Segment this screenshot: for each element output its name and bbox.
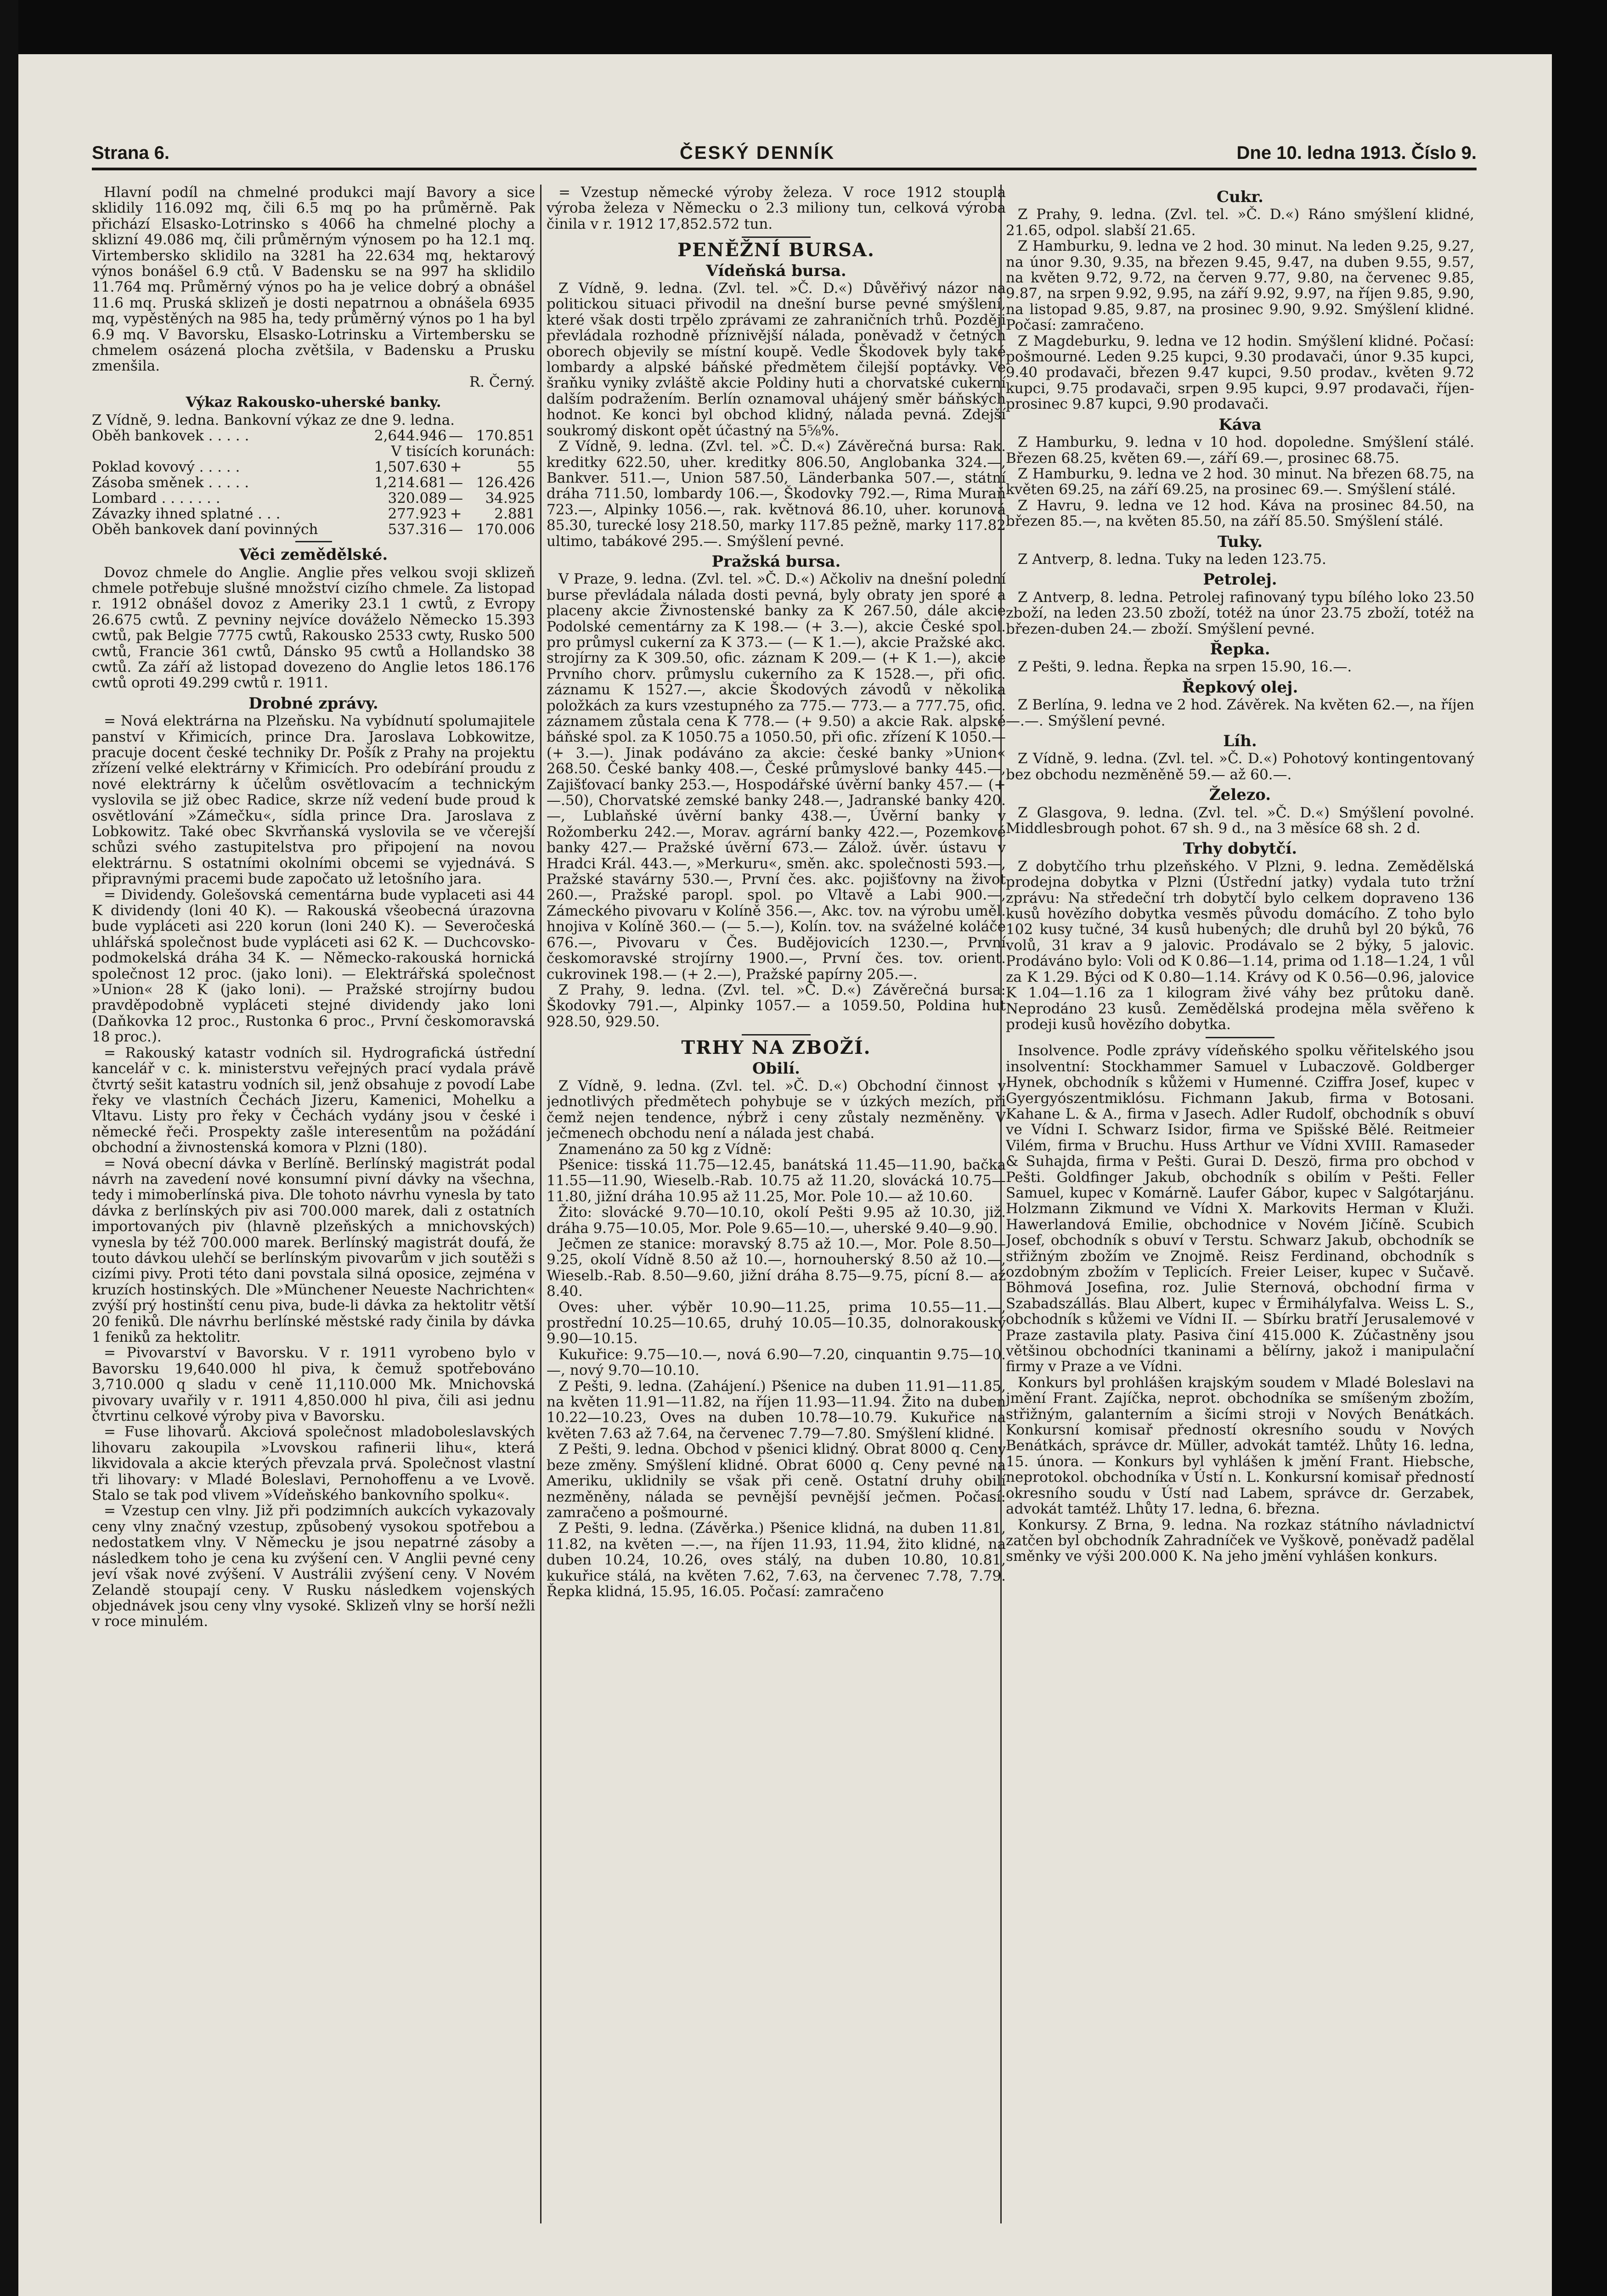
page-header bbox=[92, 140, 1477, 170]
table-row bbox=[92, 428, 535, 444]
article-paragraph: Insolvence. Podle zprávy vídeňského spolku věřitelského jsou insolventní: Stockhammer Samuel v Lubaczově. Goldberger Hynek, obchodník s kůžemi v Humenné. Cziffra Josef, kupec v Gyergyószentmiklósu. Fichmann Jakub, firma v Botosani. Kahane L. & A., firma v Jasech. Adler Rudolf, obchodník s obuví ve Vídni I. Schwarz Isidor, firma ve Spišské Bělé. Reitmeier Vilém, firma v Bruchu. Huss Arthur ve Vídni XVIII. Ramaseder & Suhajda, firma v Pešti. Gurai D. Deszö, firma pro obchod v Pešti. Goldfinger Jakub, obchodník s obilím v Pešti. Feller Samuel, kupec v Komárně. Laufer Gábor, kupec v Salgótarjánu. Holzmann Zikmund ve Vídni X. Markovits Herman v Kluži. Hawerlandová Emilie, obchodnice v Novém Jičíně. Scubich Josef, obchodník s obuví v Terstu. Schwarz Jakub, obchodník se střižným zbožím ve Znojmě. Reisz Ferdinand, obchodník s ozdobným zbožím v Teplicích. Freier Leiser, kupec v Sučavě. Böhmová Josefina, roz. Julie Sternová, obchodní firma v Szabadszállás. Blau Albert, kupec v Érmihályfalva. Weiss L. S., obchodník s kůžemi ve Vídni II. — Sbírku bratří Jerusalemové v Praze zastavila platy. Pasiva činí 415.000 K. Zúčastněny jsou většinou obchodníci tkaninami a bělírny, jakož i manipulační firmy v Praze a ve Vídni. bbox=[1006, 1042, 1474, 1375]
article-paragraph: Z Magdeburku, 9. ledna ve 12 hodin. Smýšlení klidné. Počasí: pošmourné. Leden 9.25 kupci, 9.30 prodavači, únor 9.35 kupci, 9.40 prodavači, březen 9.47 kupci, 9.50 prodav., květen 9.72 kupci, 9.75 prodavači, srpen 9.95 kupci, 9.97 prodavači, říjen-prosinec 9.87 kupci, 9.90 prodavači. bbox=[1006, 332, 1474, 413]
article-paragraph: = Rakouský katastr vodních sil. Hydrografická ústřední kancelář v c. k. ministerstvu veřejných prací vydala právě čtvrtý sešit katastru vodních sil, jenž obsahuje z povodí Labe řeky ve vlastních Čechách Jizeru, Kamenici, Mohelku a Vltavu. Listy pro řeky v Čechách vydány jsou v české i německé řeči. Prospekty zašle interesentům na požádání obchodní a živnostenská komora v Plzni (180). bbox=[92, 1044, 535, 1156]
article-paragraph: V Praze, 9. ledna. (Zvl. tel. »Č. D.«) Ačkoliv na dnešní polední burse převládala nálada dosti pevná, byly obraty jen sporé a placeny akcie Živnostenské banky za K 267.50, dále akcie Podolské cementárny za K 198.— (+ 3.—), akcie České spol. pro průmysl cukerní za K 373.— (— K 1.—), akcie Pražské akc. strojírny za K 309.50, ofic. záznam K 209.— (+ K 1.—), akcie Prvního chorv. průmyslu cukerního za K 1528.—, při ofic. záznamu K 1527.—, akcie Škodových závodů v několika položkách za kurs vzestupného za 775.— 773.— a 777.75, ofic. záznamem zůstala cena K 778.— (+ 9.50) a akcie Rak. alpské báňské spol. za K 1050.75 a 1050.50, při ofic. zřízení K 1050.— (+ 3.—). Jinak podáváno za akcie: české banky »Union« 268.50. České banky 408.—, České průmyslové banky 445.—, Zajišťovací banky 253.—, Hospodářské úvěrní banky 457.— (+ —.50), Chorvatské zemské banky 248.—, Jadranské banky 420.—, Lublaňské úvěrní banky 438.—, Úvěrní banky v Rožomberku 242.—, Morav. agrární banky 422.—, Pozemkové banky 427.— Pražské úvěrní 673.— Zálož. úvěr. ústavu v Hradci Král. 443.—, »Merkuru«, směn. akc. společnosti 593.—, Pražské stavárny 530.—, První čes. akc. pojišťovny na život 260.—, Pražské paropl. spol. po Vltavě a Labi 900.—, Zámeckého pivovaru v Kolíně 356.—, Akc. tov. na výrobu uměl. hnojiva v Kolíně 360.— (— 5.—), Kolín. tov. na sváželné koláče 676.—, Pivovaru v Čes. Budějovicích 1230.—, První českomoravské strojírny 1900.—, První čes. tov. orient. cukrovinek 198.— (+ 2.—), Pražské papírny 205.—. bbox=[547, 571, 1006, 983]
table-cell: 1,507.630 bbox=[374, 459, 447, 476]
table-cell: 34.925 bbox=[485, 490, 535, 507]
subsection-heading: Vídeňská bursa. bbox=[706, 261, 846, 280]
article-paragraph: Oves: uher. výběr 10.90—11.25, prima 10.55—11.—, prostřední 10.25—10.65, druhý 10.05—10.35, dolnorakouský 9.90—10.15. bbox=[547, 1299, 1006, 1347]
table-cell: + bbox=[450, 506, 462, 523]
article-paragraph: Z dobytčího trhu plzeňského. V Plzni, 9. ledna. Zemědělská prodejna dobytka v Plzni (Ústřední jatky) vydala tuto tržní zprávu: Na středeční trh dobytčí bylo celkem dopraveno 136 kusů hovězího dobytka vesměs původu domácího. Z toho bylo 102 kusy tučné, 34 kusů hubených; dle druhů byl 20 býků, 76 volů, 31 krav a 9 jalovic. Prodávalo se 2 býky, 5 jalovic. Prodáváno bylo: Voli od K 0.86—1.14, prima od 1.18—1.24, 1 vůl za K 1.29. Býci od K 0.80—1.14. Krávy od K 0.56—0.96, jalovice K 1.04—1.16 za 1 kilogram živé váhy bez průtoku daně. Neprodáno 23 kusů. Zemědělská prodejna měla svěřeno k prodeji kusů hovězího dobytka. bbox=[1006, 858, 1474, 1033]
subsection-heading: Řepka. bbox=[1210, 640, 1270, 658]
table-row bbox=[92, 490, 535, 506]
article-paragraph: Z Hamburku, 9. ledna v 10 hod. dopoledne. Smýšlení stálé. Březen 68.25, květen 69.—, září 69.—, prosinec 68.75. bbox=[1006, 434, 1474, 467]
divider bbox=[1206, 1037, 1274, 1038]
divider bbox=[295, 541, 332, 542]
table-cell: Oběh bankovek daní povinných bbox=[92, 521, 318, 538]
table-row bbox=[92, 506, 535, 522]
article-paragraph: Dovoz chmele do Anglie. Anglie přes velkou svoji sklizeň chmele potřebuje slušné množství cizího chmele. Za listopad r. 1912 obnášel dovoz z Ameriky 23.1 1 cwtů, z Evropy 26.675 cwtů. Z pevniny nejvíce dováželo Německo 15.393 cwtů, pak Belgie 7775 cwtů, Rakousko 2533 cwty, Rusko 500 cwtů, Francie 361 cwtů, Dánsko 95 cwtů a Hollandsko 38 cwtů. Za září až listopad dovezeno do Anglie letos 186.176 cwtů oproti 49.299 cwtů r. 1911. bbox=[92, 564, 535, 692]
column-divider bbox=[540, 185, 541, 2223]
table-cell: — bbox=[449, 474, 463, 491]
article-paragraph: Ječmen ze stanice: moravský 8.75 až 10.—, Mor. Pole 8.50—9.25, okolí Vídně 8.50 až 10.—, hornouherský 8.50 až 10.—, Wieselb.-Rab. 8.50—9.60, jižní dráha 8.75—9.75, pícní 8.— až 8.40. bbox=[547, 1236, 1006, 1300]
article-paragraph: Hlavní podíl na chmelné produkci mají Bavory a sice sklidily 116.092 mq, čili 6.5 mq po ha průměrně. Pak přichází Elsasko-Lotrinsko s 4066 ha chmelné plochy a sklizní 49.086 mq, čili průměrným výnosem po ha 12.1 mq. Virtembersko sklidilo na 3281 ha 22.634 mq, hektarový výnos bonášel 6.9 ctů. V Badensku se na 997 ha sklidilo 11.764 mq. Průměrný výnos po ha je velice dobrý a obnášel 11.6 mq. Pruská sklizeň je dosti nepatrnou a obnášela 6935 mq, vypěstěných na 985 ha, tedy průměrný výnos po 1 ha byl 6.9 mq. V Bavorsku, Elsasko-Lotrinsku a Virtembersku se chmelem osázená plocha zvětšila, v Badensku a Prusku zmenšila. bbox=[92, 185, 535, 375]
table-cell: — bbox=[449, 521, 463, 538]
article-paragraph: Z Havru, 9. ledna ve 12 hod. Káva na prosinec 84.50, na březen 85.—, na květen 85.50, na září 85.50. Smýšlení stálé. bbox=[1006, 497, 1474, 530]
scan-border-right bbox=[1552, 0, 1607, 2296]
subsection-heading: Cukr. bbox=[1217, 188, 1263, 206]
table-cell: Zásoba směnek . . . . . bbox=[92, 474, 249, 491]
section-heading: Drobné zprávy. bbox=[248, 694, 378, 713]
section-heading: Výkaz Rakousko-uherské banky. bbox=[186, 394, 441, 411]
subsection-heading: Obilí. bbox=[752, 1059, 800, 1078]
article-paragraph: = Fuse lihovarů. Akciová společnost mladoboleslavských lihovaru zakoupila »Lvovskou rafinerii lihu«, která likvidovala a akcie kterých převzala prvá. Společnost vlastní tři lihovary: v Mladé Boleslavi, Pernohoffenu a ve Lvově. Stalo se tak pod vlivem »Vídeňského bankovního spolku«. bbox=[92, 1424, 535, 1504]
article-paragraph: Žito: slovácké 9.70—10.10, okolí Pešti 9.95 až 10.30, již. dráha 9.75—10.05, Mor. Pole 9.65—10.—, uherské 9.40—9.90. bbox=[547, 1204, 1006, 1237]
subsection-heading: Líh. bbox=[1223, 732, 1257, 750]
article-paragraph: Z Vídně, 9. ledna. (Zvl. tel. »Č. D.«) Obchodní činnost v jednotlivých předmětech pohybuje se v úzkých mezích, při čemž nejen tendence, nýbrž i ceny zůstaly nezměněny. V ječmenech obchodu není a nálada jest chabá. bbox=[547, 1077, 1006, 1142]
table-cell: Závazky ihned splatné . . . bbox=[92, 506, 281, 523]
article-paragraph: Konkurs byl prohlášen krajským soudem v Mladé Boleslavi na jmění Frant. Zajíčka, neprot. obchodníka se smíšeným zbožím, střižným, galanterním a šicími stroji v Nových Benátkách. Konkursní komisař předností okresního soudu v Nových Benátkách, správce dr. Müller, advokát tamtéž. Lhůty 16. ledna, 15. února. — Konkurs byl vyhlášen k jmění Frant. Hiebsche, neprotokol. obchodníka v Ústí n. L. Konkursní komisař předností okresního soudu v Ústí nad Labem, správce dr. Gerzabek, advokát tamtéž. Lhůty 17. ledna, 6. března. bbox=[1006, 1374, 1474, 1518]
issue-date: Dne 10. ledna 1913. Číslo 9. bbox=[1236, 143, 1477, 163]
bank-report-table bbox=[92, 428, 535, 537]
article-paragraph: Z Berlína, 9. ledna ve 2 hod. Závěrek. Na květen 62.—, na říjen —.—. Smýšlení pevné. bbox=[1006, 697, 1474, 729]
newspaper-title: ČESKÝ DENNÍK bbox=[680, 143, 835, 163]
article-paragraph: Z Vídně, 9. ledna. (Zvl. tel. »Č. D.«) Závěrečná bursa: Rak. kreditky 622.50, uher. kreditky 806.50, Anglobanka 324.—, Bankver. 511.—, Union 587.50, Länderbanka 507.—, státní dráha 711.50, lombardy 106.—, Škodovky 792.—, Rima Muraň 723.—, Alpinky 1056.—, rak. květnová 86.10, uher. korunová 85.30, turecké losy 218.50, marky 117.85 pežně, marky 117.82 ultimo, tabákové 295.—. Smýšlení pevné. bbox=[547, 438, 1006, 550]
table-cell: 2.881 bbox=[494, 506, 535, 523]
article-paragraph: Z Hamburku, 9. ledna ve 2 hod. 30 minut. Na březen 68.75, na květen 69.25, na září 69.25, na prosinec 69.—. Smýšlení stálé. bbox=[1006, 465, 1474, 498]
subsection-heading: Pražská bursa. bbox=[711, 552, 841, 571]
article-paragraph: Z Glasgova, 9. ledna. (Zvl. tel. »Č. D.«) Smýšlení povolné. Middlesbrough pohot. 67 sh. 9 d., na 3 měsíce 68 sh. 2 d. bbox=[1006, 804, 1474, 837]
column-1 bbox=[92, 185, 535, 2223]
article-paragraph: Z Vídně, 9. ledna. Bankovní výkaz ze dne 9. ledna. bbox=[92, 411, 455, 428]
subsection-heading: Petrolej. bbox=[1203, 570, 1277, 589]
subsection-heading: Řepkový olej. bbox=[1182, 678, 1298, 697]
column-3 bbox=[1006, 185, 1474, 2223]
scan-border-left bbox=[0, 0, 18, 2296]
table-cell: 55 bbox=[517, 459, 535, 476]
table-row bbox=[92, 522, 535, 537]
table-cell: — bbox=[449, 490, 463, 507]
article-paragraph: = Nová elektrárna na Plzeňsku. Na vybídnutí spolumajitele panství v Křimicích, prince Dra. Jaroslava Lobkowitze, pracuje docent české techniky Dr. Pošík z Prahy na projektu zřízení velké elektrárny v Křimicích. Pro odebírání proudu z nové elektrárny k účelům osvětlovacím a technickým vyslovila se již obec Radice, skrze níž vedení bude proud k osvětlování »Zámečku«, sídla prince Dra. Jaroslava z Lobkowitz. Také obec Skvrňanská vyslovila se ve včerejší schůzi svého zastupitelstva pro připojení na novou elektrárnu. S ostatními okolními obcemi se vyjednává. S připravnými pracemi bude započato už letošního jara. bbox=[92, 713, 535, 888]
table-cell: 2,644.946 bbox=[374, 428, 447, 445]
article-paragraph: Z Pešti, 9. ledna. (Závěrka.) Pšenice klidná, na duben 11.81, 11.82, na květen —.—, na říjen 11.93, 11.94, žito klidné, na duben 10.24, 10.26, oves stálý, na duben 10.80, 10.81, kukuřice stálá, na květen 7.62, 7.63, na červenec 7.78, 7.79. Řepka klidná, 15.95, 16.05. Počasí: zamračeno bbox=[547, 1520, 1006, 1600]
table-cell: 170.006 bbox=[476, 521, 535, 538]
article-paragraph: = Dividendy. Golešovská cementárna bude vyplaceti asi 44 K dividendy (loni 40 K). — Rakouská všeobecná úrazovna bude vypláceti asi 220 korun (loni 240 K). — Severočeská uhlářská společnost bude vypláceti asi 62 K. — Duchcovsko-podmokelská dráha 34 K. — Německo-rakouská hornická společnost 12 proc. (jako loni). — Elektrářská společnost »Union« 28 K (jako loni). — Pražské strojírny budou pravděpodobně vypláceti stejné dividendy jako loni (Daňkovka 12 proc., Rustonka 6 proc., První českomoravská 18 proc.). bbox=[92, 886, 535, 1046]
table-cell: 126.426 bbox=[476, 474, 535, 491]
section-heading: PENĚŽNÍ BURSA. bbox=[677, 239, 875, 261]
table-row bbox=[92, 459, 535, 475]
table-cell: 320.089 bbox=[388, 490, 447, 507]
page-number: Strana 6. bbox=[92, 143, 169, 163]
article-paragraph: Z Prahy, 9. ledna. (Zvl. tel. »Č. D.«) Ráno smýšlení klidné, 21.65, odpol. slabší 21.65. bbox=[1006, 206, 1474, 239]
table-cell: + bbox=[450, 459, 462, 476]
table-cell: V tisících korunách: bbox=[391, 443, 535, 460]
table-row bbox=[92, 444, 535, 459]
article-paragraph: = Pivovarství v Bavorsku. V r. 1911 vyrobeno bylo v Bavorsku 19,640.000 hl piva, k čemuž spotřebováno 3,710.000 q sladu v ceně 11,110.000 Mk. Mnichovská pivovary uvařily v r. 1911 4,850.000 hl piva, čili asi jednu čtvrtinu celkové výroby piva v Bavorsku. bbox=[92, 1345, 535, 1425]
table-cell: 277.923 bbox=[388, 506, 447, 523]
divider bbox=[742, 1034, 811, 1035]
article-paragraph: Znamenáno za 50 kg z Vídně: bbox=[558, 1141, 772, 1158]
scan-border-top bbox=[0, 0, 1607, 54]
article-paragraph: Z Vídně, 9. ledna. (Zvl. tel. »Č. D.«) Důvěřivý názor na politickou situaci přivodil na dnešní burse pevné smýšlení, které však dosti trpělo zprávami ze zahraničních trhů. Později převládala rozhodně příznivější nálada, poněvadž v četných oborech objevily se místní koupě. Vedle Škodovek byly také lombardy a alpské báňské předmětem čilejší poptávky. Ve šraňku vyniky zvláště akcie Poldiny huti a chorvatské cukerní dalším podražením. Berlín oznamoval uhájený směr báňských hodnot. Ke konci byl obchod klidný, nálada pevná. Zdejší soukromý diskont opět účastný na 5⅝%. bbox=[547, 280, 1006, 439]
article-paragraph: Z Vídně, 9. ledna. (Zvl. tel. »Č. D.«) Pohotový kontingentovaný bez obchodu nezměněně 59.— až 60.—. bbox=[1006, 750, 1474, 783]
article-paragraph: Pšenice: tisská 11.75—12.45, banátská 11.45—11.90, bačka 11.55—11.90, Wieselb.-Rab. 10.75 až 11.20, slovácká 10.75—11.80, jižní dráha 10.95 až 11.25, Mor. Pole 10.— až 10.60. bbox=[547, 1156, 1006, 1205]
column-2 bbox=[547, 185, 1006, 2223]
table-row bbox=[92, 475, 535, 490]
table-cell: 1,214.681 bbox=[374, 474, 447, 491]
author-signature: R. Černý. bbox=[469, 373, 535, 390]
subsection-heading: Tuky. bbox=[1217, 532, 1263, 551]
article-paragraph: Konkursy. Z Brna, 9. ledna. Na rozkaz státního návladnictví zatčen byl obchodník Zahradníček ve Vyškově, poněvadž padělal směnky ve výši 200.000 K. Na jeho jmění vyhlášen konkurs. bbox=[1006, 1516, 1474, 1565]
subsection-heading: Železo. bbox=[1209, 786, 1271, 805]
article-paragraph: Z Antverp, 8. ledna. Petrolej rafinovaný typu bílého loko 23.50 zboží, na leden 23.50 zboží, totéž na únor 23.75 zboží, totéž na březen-duben 24.— zboží. Smýšlení pevné. bbox=[1006, 589, 1474, 637]
article-paragraph: Z Antverp, 8. ledna. Tuky na leden 123.75. bbox=[1018, 551, 1326, 568]
subsection-heading: Trhy dobytčí. bbox=[1183, 839, 1297, 858]
article-paragraph: = Nová obecní dávka v Berlíně. Berlínský magistrát podal návrh na zavedení nové konsumní pivní dávky na všechna, tedy i mimoberlínská piva. Dle tohoto návrhu vynesla by tato dávka z berlínských piv asi 700.000 marek, dali z ostatních importovaných piv (hlavně plzeňských a mnichovských) vynesla by též 700.000 marek. Berlínský magistrát doufá, že touto dávkou ulehčí se berlínským pivovarům v jich soutěži s cizími pivy. Proti této dani povstala silná oposice, zejména v kruzích hostinských. Dle »Münchener Neueste Nachrichten« zvýší prý hostinští cenu piva, bude-li dávka za hektolitr větší 20 feniků. Dle návrhu berlínské městské rady činila by dávka 1 feniků za hektolitr. bbox=[92, 1155, 535, 1345]
article-paragraph: Z Hamburku, 9. ledna ve 2 hod. 30 minut. Na leden 9.25, 9.27, na únor 9.30, 9.35, na březen 9.45, 9.47, na duben 9.55, 9.57, na květen 9.72, 9.72, na červen 9.77, 9.80, na červenec 9.85, 9.87, na srpen 9.92, 9.95, na září 9.92, 9.97, na říjen 9.85, 9.90, na listopad 9.85, 9.87, na prosinec 9.90, 9.92. Smýšlení klidné. Počasí: zamračeno. bbox=[1006, 238, 1474, 334]
article-paragraph: Z Pešti, 9. ledna. Řepka na srpen 15.90, 16.—. bbox=[1018, 658, 1352, 675]
divider bbox=[742, 236, 811, 238]
table-cell: 537.316 bbox=[388, 521, 447, 538]
table-cell bbox=[92, 444, 361, 459]
table-cell: 170.851 bbox=[476, 428, 535, 445]
section-heading: Věci zemědělské. bbox=[239, 546, 388, 564]
table-cell: Poklad kovový . . . . . bbox=[92, 459, 240, 476]
article-paragraph: Z Pešti, 9. ledna. Obchod v pšenici klidný. Obrat 8000 q. Ceny beze změny. Smýšlení klidné. Obrat 6000 q. Ceny pevné na Ameriku, uklidnily se však při ceně. Ostatní druhy obilí nezměněny, nálada se pevnější pevnější ječmen. Počasí: zamračeno a pošmourné. bbox=[547, 1441, 1006, 1521]
article-paragraph: = Vzestup německé výroby železa. V roce 1912 stoupla výroba železa v Německu o 2.3 miliony tun, celková výroba činila v r. 1912 17,852.572 tun. bbox=[547, 185, 1006, 232]
article-paragraph: Z Prahy, 9. ledna. (Zvl. tel. »Č. D.«) Závěrečná bursa: Škodovky 791.—, Alpinky 1057.— a 1059.50, Poldina hut 928.50, 929.50. bbox=[547, 981, 1006, 1030]
article-paragraph: = Vzestup cen vlny. Již při podzimních aukcích vykazovaly ceny vlny značný vzestup, způsobený vysokou spotřebou a nedostatkem vlny. V Německu je jsou nepatrné zásoby a následkem toho je cena ku zvýšení cen. V Anglii pevné ceny jeví však nové zvýšení. V Austrálii zvýšení ceny. V Novém Zelandě stoupají ceny. V Rusku následkem vojenských objednávek jsou ceny vlny vysoké. Sklizeň vlny se horší nežli v roce minulém. bbox=[92, 1503, 535, 1630]
article-paragraph: Z Pešti, 9. ledna. (Zahájení.) Pšenice na duben 11.91—11.85, na květen 11.91—11.82, na říjen 11.93—11.94. Žito na duben 10.22—10.23, Oves na duben 10.78—10.79. Kukuřice na květen 7.63 až 7.64, na červenec 7.79—7.80. Smýšlení klidné. bbox=[547, 1378, 1006, 1442]
subsection-heading: Káva bbox=[1218, 415, 1262, 434]
section-heading: TRHY NA ZBOŽÍ. bbox=[681, 1037, 871, 1059]
table-cell: Oběh bankovek . . . . . bbox=[92, 428, 249, 445]
article-paragraph: Kukuřice: 9.75—10.—, nová 6.90—7.20, cinquantin 9.75—10.—, nový 9.70—10.10. bbox=[547, 1346, 1006, 1379]
table-cell: Lombard . . . . . . . bbox=[92, 490, 220, 507]
table-cell: — bbox=[449, 428, 463, 445]
